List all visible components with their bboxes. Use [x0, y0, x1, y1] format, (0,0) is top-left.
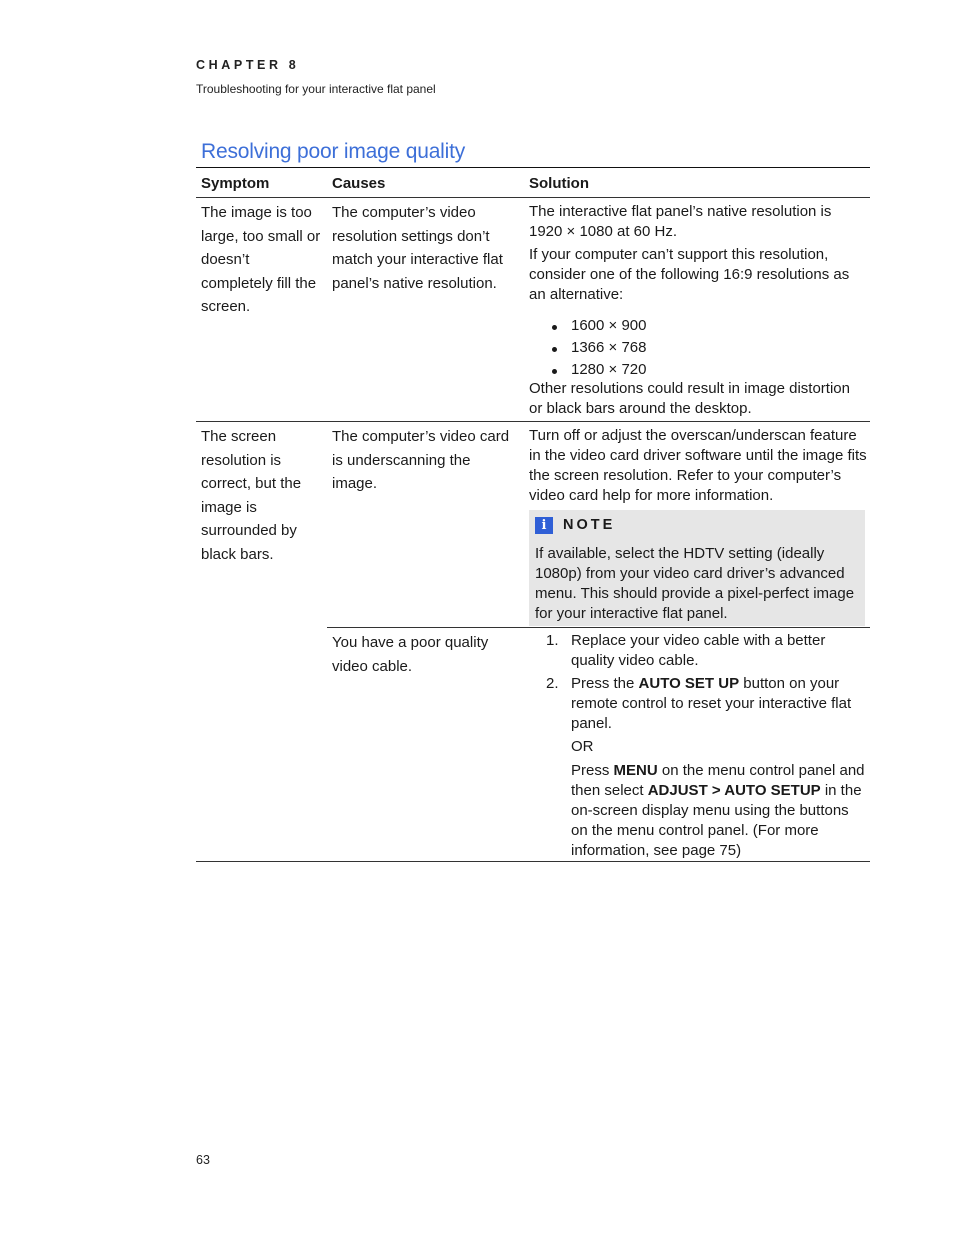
list-item: [546, 631, 869, 671]
list-item: [546, 674, 869, 860]
adjust-auto-setup-label: ADJUST > AUTO SETUP: [647, 782, 821, 799]
resolution-list: [529, 315, 867, 381]
list-item: 1366 × 768: [529, 337, 867, 359]
step-text: Replace your video cable with a better quality video cable.: [571, 632, 826, 669]
solution-paragraph: If your computer can’t support this resolution, consider one of the following 16:9 resolutions as an alternative:: [529, 246, 850, 303]
bullet-icon: [552, 369, 557, 374]
table-top-rule: [196, 167, 870, 168]
or-label: OR: [571, 738, 594, 755]
table-bottom-rule: [196, 861, 870, 862]
solution-paragraph: Other resolutions could result in image distortion or black bars around the desktop.: [529, 380, 850, 417]
symptom-cell: The screen resolution is correct, but the image is surrounded by black bars.: [201, 428, 302, 563]
chapter-subtitle: Troubleshooting for your interactive flat panel: [196, 82, 436, 96]
note-box: [529, 510, 865, 626]
bullet-icon: [552, 347, 557, 352]
step-text: Press the AUTO SET UP button on your remote control to reset your interactive flat panel. OR Press MENU on the menu control panel and then select ADJUST > AUTO SETUP in the on-screen display menu using the buttons on the menu control panel. (For more information, see page 75): [571, 674, 869, 861]
menu-label: MENU: [613, 762, 658, 779]
cause-cell: The computer’s video resolution settings don’t match your interactive flat panel’s native resolution.: [332, 204, 503, 292]
auto-set-up-label: AUTO SET UP: [638, 675, 740, 692]
column-header-causes: Causes: [332, 175, 386, 192]
info-icon: i: [535, 517, 553, 534]
solution-paragraph: The interactive flat panel’s native resolution is 1920 × 1080 at 60 Hz.: [529, 203, 832, 240]
cause-cell: The computer’s video card is underscanning the image.: [332, 428, 510, 492]
solution-cell: [529, 202, 867, 419]
step-number: 1.: [546, 632, 559, 649]
page-number: 63: [196, 1153, 210, 1167]
cause-cell: You have a poor quality video cable.: [332, 634, 489, 675]
solution-cell: [529, 426, 867, 506]
solution-paragraph: Turn off or adjust the overscan/underscan feature in the video card driver software until the image fits the screen resolution. Refer to your computer’s video card help for more information.: [529, 427, 867, 504]
bullet-icon: [552, 325, 557, 330]
list-item: 1280 × 720: [529, 359, 867, 381]
row-divider: [196, 421, 870, 422]
symptom-cell: The image is too large, too small or doesn’t completely fill the screen.: [201, 204, 321, 315]
list-item: 1600 × 900: [529, 315, 867, 337]
note-text: If available, select the HDTV setting (ideally 1080p) from your video card driver’s advanced menu. This should provide a pixel-perfect image for your interactive flat panel.: [535, 545, 855, 622]
row-divider: [327, 627, 870, 628]
chapter-label: CHAPTER 8: [196, 58, 300, 72]
note-label: NOTE: [563, 517, 616, 533]
column-header-solution: Solution: [529, 175, 589, 192]
column-header-symptom: Symptom: [201, 175, 270, 192]
header-bottom-rule: [196, 197, 870, 198]
step-number: 2.: [546, 675, 559, 692]
section-title: Resolving poor image quality: [201, 140, 466, 163]
